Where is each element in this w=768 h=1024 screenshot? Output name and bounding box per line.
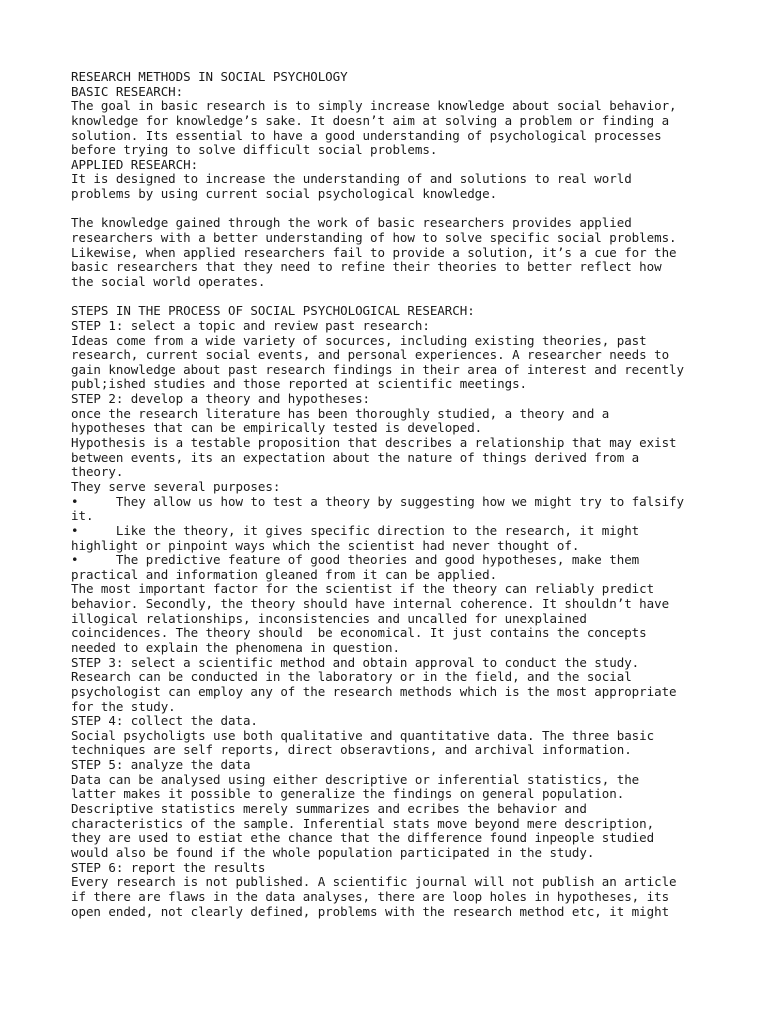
- text-line: needed to explain the phenomena in question.: [71, 639, 400, 655]
- text-line: researchers with a better understanding of how to solve specific social problems.: [71, 230, 677, 246]
- text-line: behavior. Secondly, the theory should have internal coherence. It shouldn’t have: [71, 596, 670, 612]
- text-line: before trying to solve difficult social problems.: [71, 142, 438, 158]
- text-line: They serve several purposes:: [71, 478, 281, 494]
- text-line: solution. Its essential to have a good understanding of psychological processes: [71, 127, 662, 143]
- text-line: STEP 3: select a scientific method and obtain approval to conduct the study.: [71, 654, 640, 670]
- text-line: Data can be analysed using either descriptive or inferential statistics, the: [71, 771, 640, 787]
- text-line: STEPS IN THE PROCESS OF SOCIAL PSYCHOLOGICAL RESEARCH:: [71, 303, 475, 319]
- text-line: between events, its an expectation about the nature of things derived from a: [71, 449, 640, 465]
- text-line: • Like the theory, it gives specific direction to the research, it might: [71, 522, 640, 538]
- text-line: once the research literature has been thoroughly studied, a theory and a: [71, 405, 610, 421]
- text-line: hypotheses that can be empirically tested is developed.: [71, 420, 483, 436]
- text-line: STEP 6: report the results: [71, 859, 266, 875]
- text-line: Descriptive statistics merely summarizes and ecribes the behavior and: [71, 801, 587, 817]
- text-line: latter makes it possible to generalize the findings on general population.: [71, 786, 625, 802]
- text-line: Research can be conducted in the laboratory or in the field, and the social: [71, 669, 632, 685]
- text-line: they are used to estiat ethe chance that the difference found inpeople studied: [71, 830, 655, 846]
- text-line: practical and information gleaned from it can be applied.: [71, 566, 498, 582]
- text-line: knowledge for knowledge’s sake. It doesn’t aim at solving a problem or finding a: [71, 112, 670, 128]
- text-line: STEP 4: collect the data.: [71, 713, 258, 729]
- text-line: open ended, not clearly defined, problems with the research method etc, it might: [71, 903, 670, 919]
- text-line: RESEARCH METHODS IN SOCIAL PSYCHOLOGY: [71, 69, 348, 84]
- text-line: coincidences. The theory should be economical. It just contains the concepts: [71, 625, 647, 641]
- text-line: psychologist can employ any of the research methods which is the most appropriate: [71, 683, 677, 699]
- text-line: gain knowledge about past research findings in their area of interest and recently: [71, 361, 685, 377]
- blank-line: [71, 290, 761, 305]
- text-line: it.: [71, 508, 94, 524]
- text-line: if there are flaws in the data analyses, there are loop holes in hypotheses, its: [71, 888, 670, 904]
- text-line: for the study.: [71, 698, 176, 714]
- text-line: Every research is not published. A scientific journal will not publish an article: [71, 874, 677, 890]
- text-line: STEP 2: develop a theory and hypotheses:: [71, 391, 371, 407]
- text-line: The goal in basic research is to simply increase knowledge about social behavior,: [71, 98, 677, 114]
- text-line: Ideas come from a wide variety of socurces, including existing theories, past: [71, 332, 647, 348]
- text-line: It is designed to increase the understanding of and solutions to real world: [71, 171, 632, 187]
- text-line: problems by using current social psychological knowledge.: [71, 186, 498, 202]
- text-line: Social psycholigts use both qualitative and quantitative data. The three basic: [71, 727, 655, 743]
- text-line: illogical relationships, inconsistencies and uncalled for unexplained: [71, 610, 587, 626]
- text-line: basic researchers that they need to refine their theories to better reflect how: [71, 259, 662, 275]
- text-line: would also be found if the whole population participated in the study.: [71, 844, 595, 860]
- text-line: • They allow us how to test a theory by suggesting how we might try to falsify: [71, 493, 685, 509]
- text-line: Hypothesis is a testable proposition that describes a relationship that may exist: [71, 435, 677, 451]
- text-line: • The predictive feature of good theories and good hypotheses, make them: [71, 552, 640, 568]
- text-line: BASIC RESEARCH:: [71, 83, 184, 99]
- text-line: research, current social events, and personal experiences. A researcher needs to: [71, 347, 670, 363]
- text-line: Likewise, when applied researchers fail to provide a solution, it’s a cue for the: [71, 244, 677, 260]
- text-line: highlight or pinpoint ways which the scientist had never thought of.: [71, 537, 580, 553]
- text-line: STEP 5: analyze the data: [71, 757, 251, 773]
- text-line: APPLIED RESEARCH:: [71, 156, 199, 172]
- text-line: The most important factor for the scientist if the theory can reliably predict: [71, 581, 655, 597]
- text-line: characteristics of the sample. Inferential stats move beyond mere description,: [71, 815, 655, 831]
- text-line: theory.: [71, 464, 124, 480]
- text-line: techniques are self reports, direct obseravtions, and archival information.: [71, 742, 632, 758]
- document-body: [71, 70, 761, 919]
- text-line: STEP 1: select a topic and review past research:: [71, 317, 430, 333]
- blank-line: [71, 202, 761, 217]
- text-line: The knowledge gained through the work of basic researchers provides applied: [71, 215, 632, 231]
- text-line: the social world operates.: [71, 273, 266, 289]
- text-line: publ;ished studies and those reported at scientific meetings.: [71, 376, 528, 392]
